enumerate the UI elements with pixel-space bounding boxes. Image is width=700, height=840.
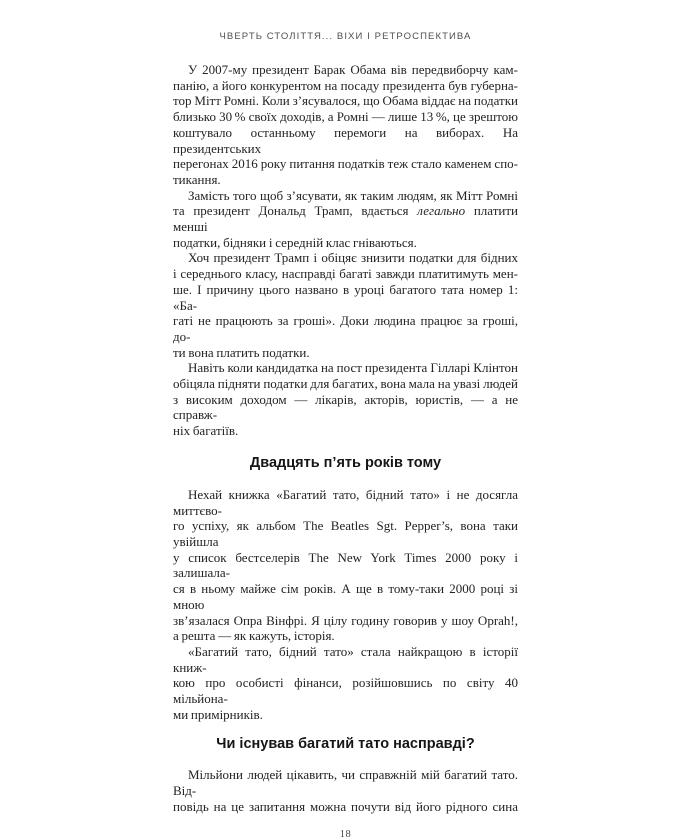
- text-segment: ше. І причину цього названо в уроці багатого тата номер 1: «Ба-: [173, 281, 518, 313]
- text-segment: коштувало останньому перемоги на виборах. На президентських: [173, 124, 518, 156]
- body-line: [173, 628, 518, 644]
- paragraph: [173, 767, 518, 814]
- section-heading: Двадцять п’ять років тому: [249, 454, 442, 471]
- paragraph: [173, 62, 518, 188]
- body-line: [173, 93, 518, 109]
- page-number: 18: [339, 828, 352, 840]
- paragraph: [173, 360, 518, 439]
- text-segment: панію, а його конкурентом на посаду президента був губерна-: [173, 77, 518, 93]
- text-segment: гаті не працюють за гроші». Доки людина працює за гроші, до-: [173, 313, 518, 344]
- text-segment: У 2007-му президент Барак Обама вів передвиборчу кам-: [188, 62, 518, 77]
- body-line: [173, 345, 518, 361]
- body-line: [173, 581, 518, 612]
- text-segment: тикання.: [173, 171, 221, 187]
- text-segment: ми примірників.: [173, 706, 263, 722]
- text-segment: та президент Дональд Трамп, вдається: [173, 203, 418, 219]
- body-line: [173, 799, 518, 815]
- text-segment: близько 30 % своїх доходів, а Ромні — лише 13 %, це зрештою: [173, 109, 518, 125]
- body-line: [173, 172, 518, 188]
- text-segment: Навіть коли кандидатка на пост президента Гілларі Клінтон: [188, 360, 518, 376]
- paragraph: [173, 644, 518, 723]
- body-line: [173, 550, 518, 581]
- body-line: [173, 250, 518, 266]
- body-line: [173, 707, 518, 723]
- body-line: [173, 188, 518, 204]
- text-segment: ти вона платить податки.: [173, 344, 310, 360]
- body-line: [173, 156, 518, 172]
- body-line: [173, 376, 518, 392]
- text-segment: зв’язалася Опра Вінфрі. Я цілу годину говорив у шоу Oprah!,: [173, 612, 518, 628]
- body-line: [173, 518, 518, 549]
- paragraph: [173, 250, 518, 360]
- text-segment: «Багатий тато, бідний тато» стала найкращою в історії книж-: [173, 643, 518, 675]
- text-segment: платити менші: [173, 203, 519, 235]
- body-text: [173, 62, 518, 815]
- paragraph: [173, 487, 518, 644]
- text-segment: го успіху, як альбом The Beatles Sgt. Pepper’s, вона таки увійшла: [173, 518, 518, 549]
- italic-text: легально: [417, 203, 466, 219]
- body-line: [173, 675, 518, 706]
- body-line: [173, 125, 518, 156]
- text-segment: Мільйони людей цікавить, чи справжній мій багатий тато. Від-: [173, 767, 518, 799]
- paragraph: [173, 188, 518, 251]
- body-line: [173, 313, 518, 344]
- text-segment: тор Мітт Ромні. Коли з’ясувалося, що Обама віддає на податки: [173, 93, 518, 109]
- body-line: [173, 644, 518, 675]
- text-segment: Хоч президент Трамп і обіцяє знизити податки для бідних: [188, 250, 518, 266]
- text-segment: ся в ньому майже сім років. А ще в тому-таки 2000 році зі мною: [173, 581, 518, 612]
- body-line: [173, 266, 518, 282]
- body-line: [173, 392, 518, 423]
- text-segment: кою про особисті фінанси, розійшовшись по світу 40 мільйона-: [173, 675, 518, 707]
- body-line: [173, 109, 518, 125]
- body-line: [173, 78, 518, 94]
- running-head: ЧВЕРТЬ СТОЛІТТЯ... ВІХИ І РЕТРОСПЕКТИВА: [219, 31, 472, 42]
- body-line: [173, 423, 518, 439]
- body-line: [173, 203, 518, 234]
- text-segment: податки, бідняки і середній клас гніваються.: [173, 234, 417, 250]
- text-segment: у список бестселерів The New York Times 2000 року і залишала-: [173, 549, 518, 581]
- text-segment: і середнього класу, насправді багаті завжди платитимуть мен-: [173, 266, 518, 282]
- body-line: [173, 613, 518, 629]
- body-line: [173, 360, 518, 376]
- body-line: [173, 767, 518, 798]
- body-line: [173, 487, 518, 518]
- text-segment: ніх багатіїв.: [173, 423, 239, 439]
- text-segment: повідь на це запитання можна почути від його рідного сина: [173, 798, 518, 814]
- text-segment: перегонах 2016 року питання податків теж стало каменем спо-: [173, 156, 518, 172]
- text-segment: з високим доходом — лікарів, акторів, юристів, — а не справж-: [173, 391, 518, 423]
- text-segment: Замість того щоб з’ясувати, як таким людям, як Мітт Ромні: [188, 187, 518, 203]
- body-line: [173, 282, 518, 313]
- body-line: [173, 235, 518, 251]
- text-segment: обіцяла підняти податки для багатих, вона мала на увазі людей: [173, 376, 518, 392]
- text-segment: Нехай книжка «Багатий тато, бідний тато» і не досягла миттєво-: [173, 486, 518, 518]
- body-line: [173, 62, 518, 78]
- text-column: [173, 0, 518, 840]
- section-heading: Чи існував багатий тато насправді?: [216, 736, 475, 753]
- text-segment: а решта — як кажуть, історія.: [173, 628, 335, 644]
